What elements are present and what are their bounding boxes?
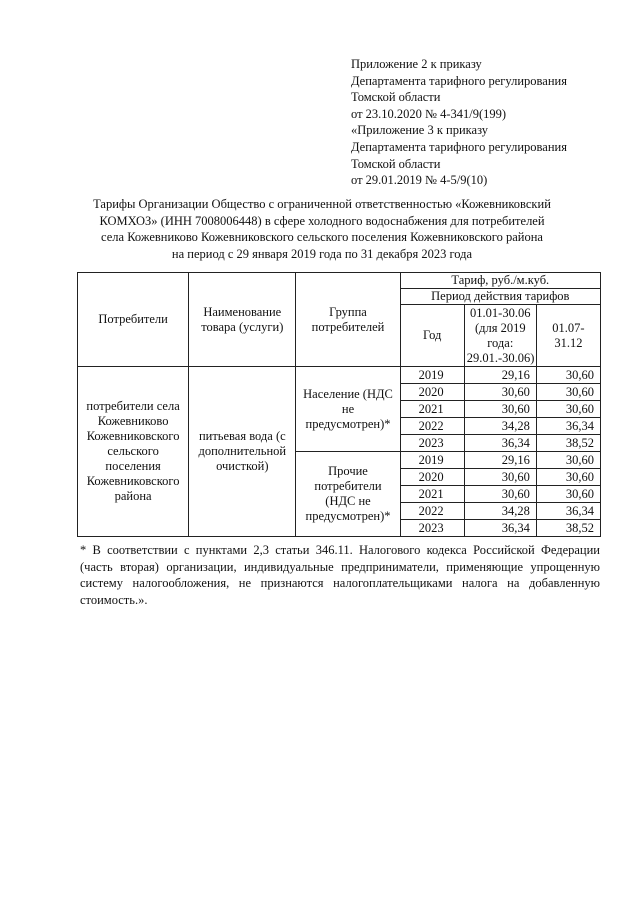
document-title — [62, 196, 582, 262]
col-header-period: Период действия тарифов — [400, 289, 600, 305]
tariff-h2-cell: 36,34 — [536, 418, 600, 435]
title-line: Тарифы Организации Общество с ограниченной ответственностью «Кожевниковский — [93, 197, 551, 211]
tariff-h1-cell: 34,28 — [464, 418, 536, 435]
tariff-h2-cell: 36,34 — [536, 503, 600, 520]
year-cell: 2019 — [400, 367, 464, 384]
tariff-h1-cell: 29,16 — [464, 452, 536, 469]
col-header-tariff: Тариф, руб./м.куб. — [400, 273, 600, 289]
tariff-h2-cell: 30,60 — [536, 401, 600, 418]
col-header-group: Группа потребителей — [296, 273, 400, 367]
header-line: от 23.10.2020 № 4-341/9(199) — [351, 106, 507, 121]
table-row — [78, 367, 601, 384]
tariff-h1-cell: 30,60 — [464, 384, 536, 401]
year-cell: 2022 — [400, 418, 464, 435]
col-header-year: Год — [400, 305, 464, 367]
col-header-consumers: Потребители — [78, 273, 189, 367]
group-cell: Прочие потребители (НДС не предусмотрен)* — [296, 452, 400, 537]
tariff-h2-cell: 30,60 — [536, 452, 600, 469]
header-line: Томской области — [351, 156, 441, 171]
tariff-h1-cell: 29,16 — [464, 367, 536, 384]
tariff-h1-cell: 30,60 — [464, 401, 536, 418]
year-cell: 2023 — [400, 520, 464, 537]
appendix-header — [351, 56, 621, 189]
col-header-first-half: 01.01-30.06 (для 2019 года: 29.01.-30.06) — [464, 305, 536, 367]
tariff-table — [77, 272, 601, 537]
tariff-h1-cell: 36,34 — [464, 520, 536, 537]
tariff-h1-cell: 34,28 — [464, 503, 536, 520]
header-line: Томской области — [351, 90, 441, 105]
header-line: Приложение 2 к приказу — [351, 57, 482, 71]
footnote: * В соответствии с пунктами 2,3 статьи 346.11. Налогового кодекса Российской Федерации (часть вторая) организации, индивидуальные предприниматели, применяющие упрощенную систему налогообложения, не признаются налогоплательщиками налога на добавленную стоимость.». — [80, 543, 600, 607]
col-header-product: Наименование товара (услуги) — [189, 273, 296, 367]
tariff-h2-cell: 30,60 — [536, 469, 600, 486]
tariff-h2-cell: 38,52 — [536, 435, 600, 452]
product-cell: питьевая вода (с дополнительной очисткой) — [189, 367, 296, 537]
year-cell: 2021 — [400, 401, 464, 418]
year-cell: 2020 — [400, 384, 464, 401]
tariff-h1-cell: 36,34 — [464, 435, 536, 452]
tariff-h2-cell: 38,52 — [536, 520, 600, 537]
title-line: КОМХОЗ» (ИНН 7008006448) в сфере холодного водоснабжения для потребителей — [99, 213, 545, 228]
year-cell: 2020 — [400, 469, 464, 486]
year-cell: 2023 — [400, 435, 464, 452]
header-line: от 29.01.2019 № 4-5/9(10) — [351, 173, 488, 188]
year-cell: 2021 — [400, 486, 464, 503]
year-cell: 2022 — [400, 503, 464, 520]
col-header-second-half: 01.07-31.12 — [536, 305, 600, 367]
tariff-h1-cell: 30,60 — [464, 469, 536, 486]
header-line: Департамента тарифного регулирования — [351, 73, 567, 88]
group-cell: Население (НДС не предусмотрен)* — [296, 367, 400, 452]
tariff-h1-cell: 30,60 — [464, 486, 536, 503]
tariff-h2-cell: 30,60 — [536, 384, 600, 401]
tariff-h2-cell: 30,60 — [536, 486, 600, 503]
title-line: села Кожевниково Кожевниковского сельского поселения Кожевниковского района — [101, 230, 543, 245]
header-line: «Приложение 3 к приказу — [351, 123, 489, 138]
title-line: на период с 29 января 2019 года по 31 декабря 2023 года — [171, 246, 473, 261]
year-cell: 2019 — [400, 452, 464, 469]
consumers-cell: потребители села Кожевниково Кожевниковского сельского поселения Кожевниковского района — [78, 367, 189, 537]
tariff-h2-cell: 30,60 — [536, 367, 600, 384]
header-line: Департамента тарифного регулирования — [351, 139, 567, 154]
